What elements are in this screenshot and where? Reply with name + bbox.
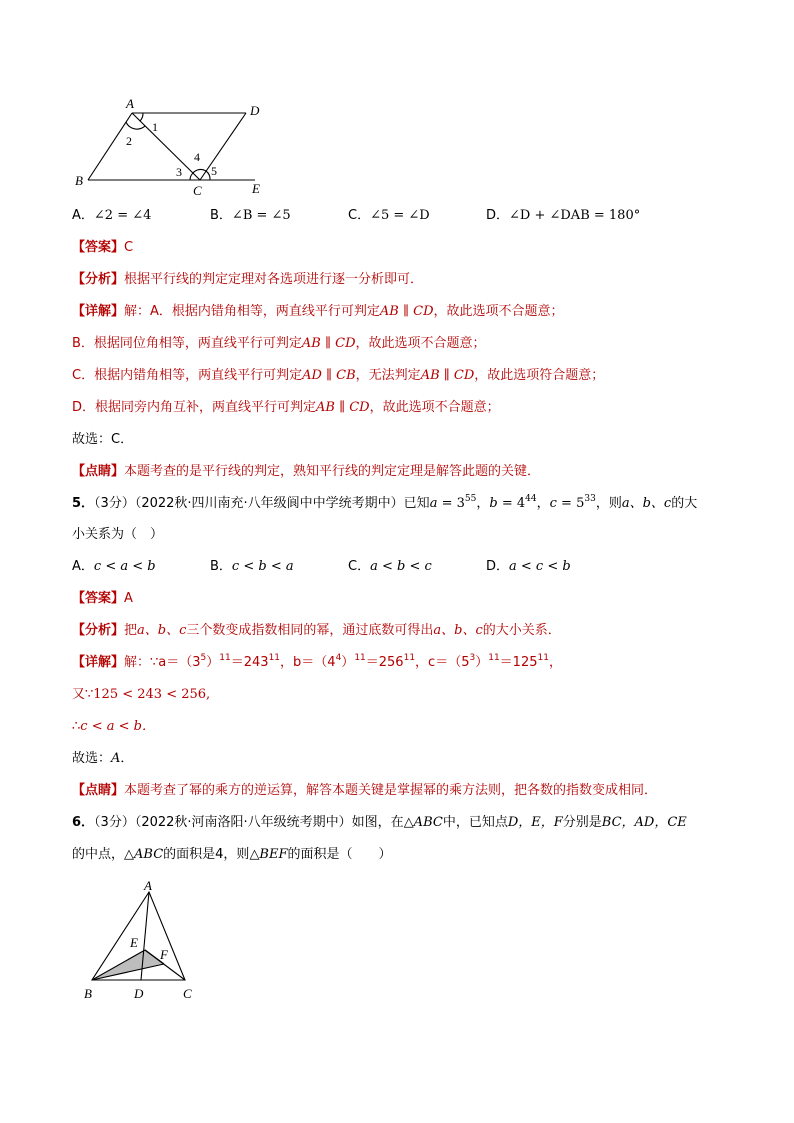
- text: a＝（3: [158, 655, 201, 670]
- exp: 4: [335, 652, 342, 663]
- q5-stem-line-1: 5．（3分）（2022秋·四川南充·八年级阆中中学统考期中）已知$a = 3^{55}$，$b = 4^{44}$，$c = 5^{33}$，则a、b、c的大: [72, 493, 698, 511]
- label-b: B: [75, 173, 83, 188]
- question-source: （2022秋·河南洛阳·八年级统考期中）如图，在: [134, 815, 404, 830]
- text: 又∵: [72, 687, 94, 702]
- question-number: 5．: [72, 496, 95, 511]
- text: ，无法判定: [355, 368, 421, 383]
- q4-comment: [72, 462, 540, 482]
- option-math: ∠B = ∠5: [231, 208, 291, 223]
- angle-5-arc: [206, 171, 210, 180]
- text: 解：∵: [124, 655, 159, 670]
- option-letter: B．: [210, 208, 232, 223]
- q5-comment: [72, 781, 657, 801]
- text: 中，已知点: [442, 815, 508, 830]
- q4-analysis: [72, 270, 423, 290]
- exp: 11: [219, 652, 231, 663]
- math: △ABC: [403, 815, 443, 830]
- comment-label: 【点睛】: [72, 464, 125, 479]
- analysis-label: 【分析】: [72, 272, 125, 287]
- detail-label: 【详解】: [72, 655, 125, 670]
- math: a: [429, 496, 438, 511]
- label-d: D: [250, 103, 260, 118]
- q5-analysis: [72, 621, 561, 641]
- label-angle-3: 3: [176, 165, 182, 179]
- text: 三个数变成指数相同的幂，通过底数可得出: [186, 623, 434, 638]
- q4-option-a: [72, 206, 151, 226]
- q4-answer: [72, 238, 133, 258]
- math: AB ∥ CD: [379, 304, 434, 319]
- shaded-triangle-bef: [92, 950, 164, 980]
- exp: 11: [354, 652, 366, 663]
- text: ＝243: [230, 655, 269, 670]
- q5-detail-line-1: [72, 653, 562, 673]
- text: 的大: [671, 496, 698, 511]
- exp: 3: [469, 652, 476, 663]
- q6-stem-line-1: [72, 813, 687, 833]
- q5-option-a: [72, 557, 156, 577]
- detail-label: 【详解】: [72, 304, 125, 319]
- angle-3-arc: [190, 173, 193, 180]
- text: 的大小关系．: [482, 623, 561, 638]
- option-letter: A．: [72, 208, 94, 223]
- option-letter: B．: [210, 559, 232, 574]
- q4-option-d: [486, 206, 640, 226]
- label-angle-2: 2: [126, 134, 132, 148]
- label-e: E: [130, 935, 138, 950]
- answer-value: C: [124, 240, 134, 255]
- text: ，故此选项不合题意；: [369, 400, 500, 415]
- angle-1-arc: [140, 113, 143, 121]
- text: ，故此选项不合题意；: [355, 336, 486, 351]
- math: D，E，F: [507, 815, 563, 830]
- text: 分别是: [562, 815, 602, 830]
- question-score: （3分）: [94, 496, 135, 511]
- line-ac: [132, 113, 200, 180]
- text: ，故此选项不合题意；: [433, 304, 564, 319]
- option-math: c < b < a: [231, 559, 294, 574]
- math: AD ∥ CB: [302, 368, 356, 383]
- math: a、b、c: [433, 623, 483, 638]
- option-letter: D．: [486, 559, 510, 574]
- option-math: ∠2 = ∠4: [93, 208, 152, 223]
- exp: 44: [525, 493, 537, 504]
- exp: 11: [537, 652, 549, 663]
- math: a、b、c: [137, 623, 187, 638]
- text: ，b＝（4: [280, 655, 336, 670]
- text: ）: [341, 655, 355, 670]
- comment-label: 【点睛】: [72, 783, 125, 798]
- option-math: c < a < b: [93, 559, 156, 574]
- option-letter: C．: [348, 559, 371, 574]
- answer-label: 【答案】: [72, 240, 125, 255]
- label-d: D: [134, 986, 144, 1001]
- option-math: ∠D + ∠DAB = 180°: [509, 208, 641, 223]
- q5-option-c: [348, 557, 432, 577]
- question-source: （2022秋·四川南充·八年级阆中中学统考期中）已知: [134, 496, 430, 511]
- text: D．根据同旁内角互补，两直线平行可判定: [72, 400, 317, 415]
- math: AB ∥ CD: [316, 400, 370, 415]
- text: ，: [548, 655, 562, 670]
- parallelogram-figure: [70, 93, 280, 203]
- exp: 11: [268, 652, 281, 663]
- label-angle-4: 4: [194, 150, 200, 164]
- text: 的面积是4，则: [163, 847, 250, 862]
- exp: 5: [200, 652, 207, 663]
- exp: 11: [488, 652, 500, 663]
- q5-detail-line-3: [72, 717, 155, 737]
- q5-option-d: [486, 557, 571, 577]
- label-e: E: [252, 181, 260, 196]
- text: ，则: [595, 496, 622, 511]
- text: 故选：: [72, 751, 112, 766]
- text: B．根据同位角相等，两直线平行可判定: [72, 336, 302, 351]
- math: A: [111, 751, 121, 766]
- option-letter: C．: [348, 208, 371, 223]
- q4-detail-line-2: [72, 334, 486, 354]
- text: ，故此选项符合题意；: [474, 368, 605, 383]
- analysis-label: 【分析】: [72, 623, 125, 638]
- q5-option-b: [210, 557, 294, 577]
- question-number: 6．: [72, 815, 95, 830]
- text: ．: [120, 751, 134, 766]
- q4-detail-line-1: [72, 302, 564, 322]
- angle-4-arc: [193, 169, 206, 173]
- math: AB ∥ CD: [301, 336, 356, 351]
- q6-stem-line-2: [72, 845, 392, 865]
- label-c: C: [193, 183, 202, 198]
- math: 5: [576, 496, 585, 511]
- text: 把: [124, 623, 138, 638]
- text: 解：A．根据内错角相等，两直线平行可判定: [124, 304, 380, 319]
- math: b: [489, 496, 498, 511]
- q5-answer: [72, 589, 133, 609]
- math: △BEF: [249, 847, 288, 862]
- math: 3: [456, 496, 465, 511]
- q5-detail-line-2: [72, 685, 210, 705]
- comment-text: 本题考查的是平行线的判定，熟知平行线的判定定理是解答此题的关键．: [124, 464, 541, 479]
- label-angle-1: 1: [152, 120, 158, 134]
- question-score: （3分）: [94, 815, 135, 830]
- q5-stem-line-2: 小关系为（ ）: [72, 527, 164, 542]
- answer-value: A: [124, 591, 133, 606]
- text: ，c＝（5: [415, 655, 470, 670]
- math: 4: [516, 496, 526, 511]
- analysis-text: 根据平行线的判定定理对各选项进行逐一分析即可．: [124, 272, 424, 287]
- text: C．根据内错角相等，两直线平行可判定: [72, 368, 303, 383]
- option-letter: D．: [486, 208, 510, 223]
- text: 的面积是（ ）: [287, 847, 392, 862]
- label-f: F: [160, 947, 168, 962]
- exp: 11: [403, 652, 416, 663]
- option-math: a < c < b: [509, 559, 571, 574]
- comment-text: 本题考查了幂的乘方的逆运算，解答本题关键是掌握幂的乘方法则，把各数的指数变成相同．: [124, 783, 658, 798]
- option-math: a < b < c: [370, 559, 432, 574]
- math: a、b、c: [621, 496, 672, 511]
- math: △ABC: [124, 847, 164, 862]
- q4-option-c: [348, 206, 430, 226]
- label-b: B: [84, 986, 92, 1001]
- math: 125 < 243 < 256,: [93, 687, 211, 702]
- exp: 33: [584, 493, 596, 504]
- q4-option-b: [210, 206, 291, 226]
- line-cd: [200, 113, 246, 180]
- label-a: A: [126, 96, 134, 111]
- q4-choose: 故选：C．: [72, 432, 134, 447]
- math: BC，AD，CE: [601, 815, 687, 830]
- text: ∴: [72, 719, 81, 734]
- option-letter: A．: [72, 559, 94, 574]
- text: ）: [206, 655, 220, 670]
- triangle-figure: [78, 878, 208, 1006]
- math: c < a < b．: [80, 719, 155, 734]
- math: AB ∥ CD: [420, 368, 475, 383]
- q5-choose: [72, 749, 133, 769]
- label-a: A: [144, 878, 152, 893]
- text: ＝256: [365, 655, 404, 670]
- label-angle-5: 5: [211, 164, 217, 178]
- text: ＝125: [499, 655, 538, 670]
- exp: 55: [464, 493, 477, 504]
- q4-detail-line-3: [72, 366, 604, 386]
- option-math: ∠5 = ∠D: [370, 208, 430, 223]
- q4-detail-line-4: [72, 398, 500, 418]
- text: ）: [475, 655, 489, 670]
- math: c: [549, 496, 557, 511]
- label-c: C: [183, 986, 192, 1001]
- text: 的中点，: [72, 847, 125, 862]
- answer-label: 【答案】: [72, 591, 125, 606]
